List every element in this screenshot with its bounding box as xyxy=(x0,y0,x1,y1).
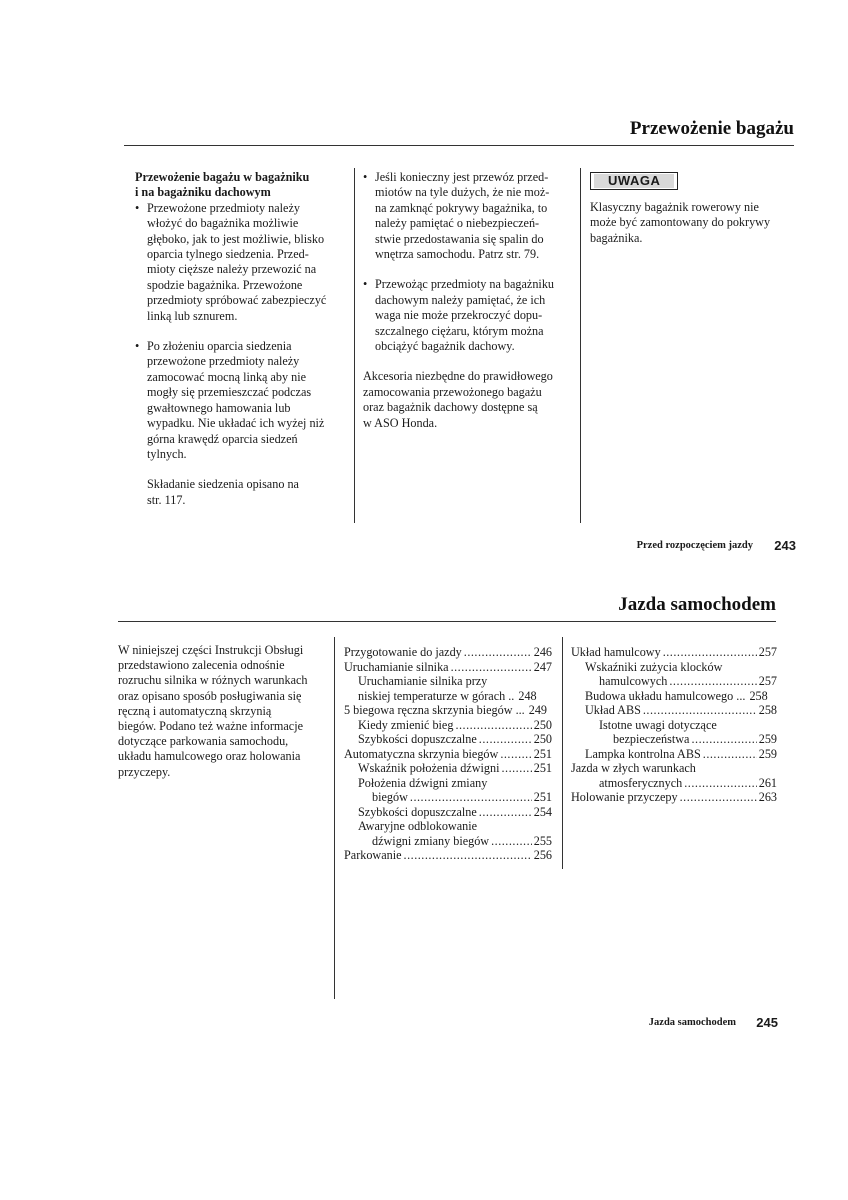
toc-entry[interactable]: dźwigni zmiany biegów ..... 255 xyxy=(344,834,552,849)
text-line: głęboko, jak to jest możliwie, blisko xyxy=(147,231,325,246)
text-line: Składanie siedzenia opisano na xyxy=(147,477,299,492)
text-line: Przewożone przedmioty należy xyxy=(147,200,300,215)
toc-entry[interactable]: atmosferycznych ..... 261 xyxy=(571,776,777,791)
text-line: mogły się przemieszczać podczas xyxy=(147,385,312,400)
text-line: przyczepy. xyxy=(118,764,171,779)
column-1 xyxy=(135,170,345,508)
toc-entry[interactable]: niskiej temperaturze w górach .. 248 xyxy=(358,688,537,703)
toc-entry[interactable]: Uruchamianie silnika ..... 247 xyxy=(344,660,552,675)
page-number: 243 xyxy=(774,538,796,553)
text-line: przedmioty spróbować zabezpieczyć xyxy=(147,293,327,308)
section-heading: i na bagażniku dachowym xyxy=(135,185,271,200)
toc-entry[interactable]: Jazda w złych warunkach xyxy=(571,761,696,775)
text-line: Jeśli konieczny jest przewóz przed- xyxy=(375,170,549,184)
toc-entry[interactable]: Przygotowanie do jazdy ..... 246 xyxy=(344,645,552,660)
text-line: rozruchu silnika w różnych warunkach xyxy=(118,673,308,688)
toc-entry[interactable]: Uruchamianie silnika przy xyxy=(358,674,488,688)
text-line: w ASO Honda. xyxy=(363,415,438,430)
text-line: bagażnika. xyxy=(590,230,643,245)
title-rule xyxy=(118,621,776,622)
page-title: Jazda samochodem xyxy=(618,594,776,615)
warning-badge xyxy=(590,172,678,190)
toc-entry[interactable]: Szybkości dopuszczalne ..... 254 xyxy=(344,805,552,820)
toc-entry[interactable]: Budowa układu hamulcowego ... 258 xyxy=(585,688,768,703)
text-line: oraz bagażnik dachowy dostępne są xyxy=(363,400,538,415)
toc-entry[interactable]: Parkowanie ..... 256 xyxy=(344,848,552,863)
text-line: biegów. Podano też ważne informacje xyxy=(118,719,303,734)
toc-entry[interactable]: Wskaźniki zużycia klocków xyxy=(585,659,723,674)
bullet-item: • Przewożąc przedmioty na bagażniku dachowym należy pamiętać, że ich waga nie może przekroczyć dopu- szczalnego ciężaru, którym można obciążyć bagażnik dachowy. xyxy=(363,277,573,354)
toc-entry[interactable]: Wskaźnik położenia dźwigni ..... 251 xyxy=(344,761,552,776)
title-rule xyxy=(124,145,794,146)
text-line: wypadku. Nie układać ich wyżej niż xyxy=(147,416,325,431)
text-line: należy pamiętać o niebezpieczeń- xyxy=(375,216,540,231)
toc-entry[interactable]: Istotne uwagi dotyczące xyxy=(599,717,717,732)
column-divider xyxy=(580,168,581,523)
text-line: stwie przedostawania się spalin do xyxy=(375,231,544,246)
text-line: szczalnego ciężaru, którym można xyxy=(375,323,544,338)
column-divider xyxy=(334,637,335,999)
text-line: str. 117. xyxy=(147,492,186,507)
text-line: dachowym należy pamiętać, że ich xyxy=(375,292,546,307)
text-line: może być zamontowany do pokrywy xyxy=(590,215,771,230)
note xyxy=(135,477,345,508)
text-line: dotyczące parkowania samochodu, xyxy=(118,734,289,749)
toc-entry[interactable]: biegów ..... 251 xyxy=(344,790,552,805)
column-divider xyxy=(562,637,563,869)
toc-entry[interactable]: Szybkości dopuszczalne ..... 250 xyxy=(344,732,552,747)
page-number: 245 xyxy=(756,1015,778,1030)
text-line: wnętrza samochodu. Patrz str. 79. xyxy=(375,247,540,262)
toc-entry[interactable]: Holowanie przyczepy ..... 263 xyxy=(571,790,777,805)
text-line: Akcesoria niezbędne do prawidłowego xyxy=(363,369,553,384)
column-3 xyxy=(590,200,795,246)
text-line: ręczną i automatyczną skrzynią xyxy=(118,703,272,718)
text-line: W niniejszej części Instrukcji Obsługi xyxy=(118,643,304,657)
text-line: spodzie bagażnika. Przewożone xyxy=(147,277,303,292)
toc-entry[interactable]: Położenia dźwigni zmiany xyxy=(358,775,488,790)
text-line: obciążyć bagażnik dachowy. xyxy=(375,339,515,354)
toc-entry[interactable]: Układ hamulcowy ..... 257 xyxy=(571,645,777,660)
toc-column-2 xyxy=(571,645,777,805)
text-line: zamocowania przewożonego bagażu xyxy=(363,384,542,399)
text-line: gwałtownego hamowania lub xyxy=(147,400,291,415)
text-line: oparcia tylnego siedzenia. Przed- xyxy=(147,247,309,262)
text-line: oraz opisano sposób posługiwania się xyxy=(118,688,302,703)
text-line: tylnych. xyxy=(147,446,187,461)
text-line: Po złożeniu oparcia siedzenia xyxy=(147,339,292,354)
toc-entry[interactable]: Kiedy zmienić bieg ..... 250 xyxy=(344,718,552,733)
footer-section-label: Jazda samochodem xyxy=(648,1017,736,1028)
footer-section-label: Przed rozpoczęciem jazdy xyxy=(636,540,753,551)
text-line: linką lub sznurem. xyxy=(147,308,238,323)
text-line: górna krawędź oparcia siedzeń xyxy=(147,431,298,446)
text-line: Przewożąc przedmioty na bagażniku xyxy=(375,277,555,292)
column-2 xyxy=(363,170,573,431)
toc-entry[interactable]: hamulcowych ..... 257 xyxy=(571,674,777,689)
toc-entry[interactable]: 5 biegowa ręczna skrzynia biegów ... 249 xyxy=(344,703,547,717)
toc-entry[interactable]: Automatyczna skrzynia biegów ..... 251 xyxy=(344,747,552,762)
text-line: Klasyczny bagażnik rowerowy nie xyxy=(590,200,759,214)
toc-entry[interactable]: Awaryjne odblokowanie xyxy=(358,819,478,833)
bullet-item: • Jeśli konieczny jest przewóz przed- miotów na tyle dużych, że nie moż- na zamknąć pokrywy bagażnika, to należy pamiętać o niebezpieczeń- stwie przedostawania się spalin do wnętrza samochodu. Patrz str. 79. xyxy=(363,170,573,262)
text-line: mioty cięższe należy przewozić na xyxy=(147,262,317,277)
column-divider xyxy=(354,168,355,523)
bullet-item: • Przewożone przedmioty należy włożyć do bagażnika możliwie głęboko, jak to jest możliwie, blisko oparcia tylnego siedzenia. Przed- mioty cięższe należy przewozić na spodzie bagażnika. Przewożone przedmioty spróbować zabezpieczyć linką lub sznurem. xyxy=(135,201,345,324)
toc-entry[interactable]: Układ ABS ..... 258 xyxy=(571,703,777,718)
text-line: przewożone przedmioty należy xyxy=(147,354,300,369)
toc-entry[interactable]: bezpieczeństwa ..... 259 xyxy=(571,732,777,747)
text-line: układu hamulcowego oraz holowania xyxy=(118,749,301,764)
toc-column-1 xyxy=(344,645,552,863)
intro-column xyxy=(118,643,328,780)
section-heading: Przewożenie bagażu w bagażniku xyxy=(135,170,310,184)
page-title: Przewożenie bagażu xyxy=(629,118,794,139)
text-line: miotów na tyle dużych, że nie moż- xyxy=(375,185,550,200)
text-line: waga nie może przekroczyć dopu- xyxy=(375,308,543,323)
paragraph xyxy=(363,369,573,431)
text-line: przedstawiono zalecenia odnośnie xyxy=(118,658,285,673)
text-line: zamocować mocną linką aby nie xyxy=(147,369,307,384)
bullet-item: • Po złożeniu oparcia siedzenia przewożone przedmioty należy zamocować mocną linką aby nie mogły się przemieszczać podczas gwałtownego hamowania lub wypadku. Nie układać ich wyżej niż górna krawędź oparcia siedzeń tylnych. xyxy=(135,339,345,462)
text-line: włożyć do bagażnika możliwie xyxy=(147,216,299,231)
text-line: na zamknąć pokrywy bagażnika, to xyxy=(375,200,548,215)
warning-label: UWAGA xyxy=(594,174,674,188)
toc-entry[interactable]: Lampka kontrolna ABS ..... 259 xyxy=(571,747,777,762)
